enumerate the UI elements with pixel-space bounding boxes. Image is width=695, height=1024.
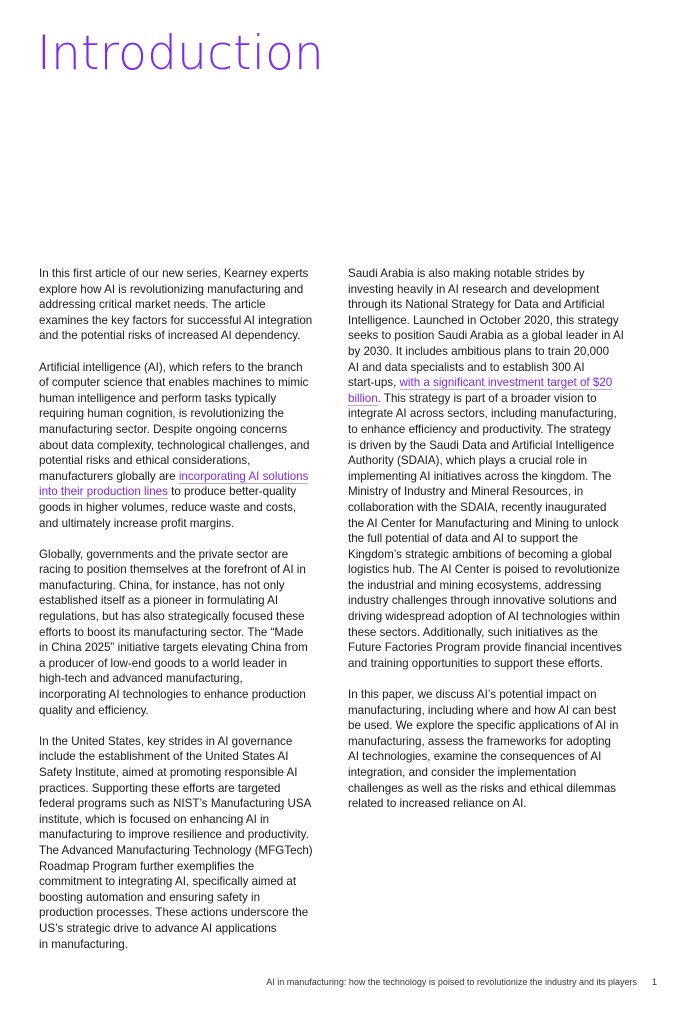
text-line: manufacturing to improve resilience and productivity. bbox=[39, 828, 309, 842]
text-line: include the establishment of the United States AI bbox=[39, 750, 289, 764]
footer-running-title: AI in manufacturing: how the technology is poised to revolutionize the industry and its players bbox=[266, 977, 637, 987]
text-line: manufacturing, assess the frameworks for adopting bbox=[348, 734, 611, 748]
text-line: Roadmap Program further exemplifies the bbox=[39, 859, 255, 873]
text-line: of computer science that enables machines to mimic bbox=[39, 376, 309, 390]
page-number: 1 bbox=[652, 977, 658, 987]
text-line: challenges as well as the risks and ethical dilemmas bbox=[348, 781, 617, 795]
paragraph bbox=[39, 734, 339, 952]
text-line: Artificial intelligence (AI), which refers to the branch bbox=[39, 360, 303, 374]
text-line: and training opportunities to support these efforts. bbox=[348, 656, 604, 670]
text-line: integration, and consider the implementation bbox=[348, 766, 577, 779]
text-line: practices. Supporting these efforts are targeted bbox=[39, 781, 281, 795]
text-line: racing to position themselves at the forefront of AI in bbox=[39, 563, 306, 577]
text-line bbox=[39, 484, 339, 500]
text-line: addressing critical market needs. The article bbox=[39, 298, 266, 312]
text-line: integrate AI across sectors, including manufacturing, bbox=[348, 407, 617, 421]
text-line bbox=[348, 391, 648, 407]
text-line: manufacturing, including where and how AI can best bbox=[348, 703, 617, 717]
text-line: examines the key factors for successful AI integration bbox=[39, 313, 313, 327]
text-line: explore how AI is revolutionizing manufacturing and bbox=[39, 282, 304, 296]
text-line: these sectors. Additionally, such initiatives as the bbox=[348, 625, 598, 639]
text-line: seeks to position Saudi Arabia as a global leader in AI bbox=[348, 329, 624, 343]
text-line: efforts to boost its manufacturing sector. The “Made bbox=[39, 625, 304, 639]
text-line: Safety Institute, aimed at promoting responsible AI bbox=[39, 766, 298, 779]
text-line: potential risks and ethical considerations, bbox=[39, 454, 251, 468]
text-line: Globally, governments and the private sector are bbox=[39, 547, 289, 561]
text-line: Saudi Arabia is also making notable strides by bbox=[348, 267, 585, 280]
text-segment: to produce better-quality bbox=[167, 485, 297, 499]
text-line: requiring human cognition, is revolutionizing the bbox=[39, 407, 284, 421]
text-line: manufacturing sector. Despite ongoing concerns bbox=[39, 422, 288, 436]
text-line: in manufacturing. bbox=[39, 937, 128, 951]
paragraph bbox=[348, 687, 648, 812]
text-line: a producer of low-end goods to a world leader in bbox=[39, 656, 288, 670]
text-line: to enhance efficiency and productivity. The strategy bbox=[348, 422, 611, 436]
text-line: driving widespread adoption of AI technologies within bbox=[348, 610, 620, 624]
text-line: the full potential of data and AI to support the bbox=[348, 532, 579, 546]
text-line: boosting automation and ensuring safety in bbox=[39, 890, 261, 904]
text-line: US’s strategic drive to advance AI applications bbox=[39, 921, 277, 935]
paragraph bbox=[39, 266, 339, 344]
text-line: in China 2025” initiative targets elevating China from bbox=[39, 641, 308, 655]
text-line: quality and efficiency. bbox=[39, 703, 149, 717]
text-line: logistics hub. The AI Center is poised to revolutionize bbox=[348, 563, 620, 577]
text-line: regulations, but has also strategically focused these bbox=[39, 610, 305, 624]
text-line: related to increased reliance on AI. bbox=[348, 797, 527, 811]
text-line: Authority (SDAIA), which plays a crucial role in bbox=[348, 454, 588, 468]
text-segment: manufacturers globally are bbox=[39, 469, 179, 483]
text-line: through its National Strategy for Data and Artificial bbox=[348, 298, 605, 312]
text-segment: start-ups, bbox=[348, 376, 400, 390]
text-line: In the United States, key strides in AI governance bbox=[39, 734, 293, 748]
text-line: goods in higher volumes, reduce waste and costs, bbox=[39, 500, 297, 514]
text-line: the AI Center for Manufacturing and Mining to unlock bbox=[348, 516, 619, 530]
left-column bbox=[39, 266, 339, 968]
text-segment: . This strategy is part of a broader vision to bbox=[377, 391, 597, 405]
inline-link[interactable]: billion bbox=[348, 391, 378, 405]
text-line: is driven by the Saudi Data and Artificial Intelligence bbox=[348, 438, 615, 452]
text-line: manufacturing. China, for instance, has not only bbox=[39, 578, 285, 592]
text-line: by 2030. It includes ambitious plans to train 20,000 bbox=[348, 344, 610, 358]
text-line: In this first article of our new series, Kearney experts bbox=[39, 267, 309, 280]
paragraph bbox=[39, 360, 339, 532]
text-line: collaboration with the SDAIA, recently inaugurated bbox=[348, 500, 607, 514]
text-line: commitment to integrating AI, specifically aimed at bbox=[39, 875, 297, 889]
inline-link[interactable]: incorporating AI solutions bbox=[178, 469, 309, 483]
text-line bbox=[39, 469, 339, 485]
text-line: the industrial and mining ecosystems, addressing bbox=[348, 578, 602, 592]
text-line: Intelligence. Launched in October 2020, this strategy bbox=[348, 313, 619, 327]
inline-link[interactable]: with a significant investment target of $20 bbox=[399, 376, 613, 390]
text-line: established itself as a pioneer in formulating AI bbox=[39, 594, 279, 608]
text-line: Ministry of Industry and Mineral Resources, in bbox=[348, 485, 584, 499]
text-line: and ultimately increase profit margins. bbox=[39, 516, 235, 530]
text-line bbox=[348, 375, 648, 391]
text-line: AI and data specialists and to establish 300 AI bbox=[348, 360, 585, 374]
text-line: and the potential risks of increased AI dependency. bbox=[39, 329, 301, 343]
text-line: investing heavily in AI research and development bbox=[348, 282, 600, 296]
text-line: human intelligence and perform tasks typically bbox=[39, 391, 277, 405]
text-line: Kingdom’s strategic ambitions of becoming a global bbox=[348, 547, 613, 561]
text-line: AI technologies, examine the consequences of AI bbox=[348, 750, 602, 764]
page-title: Introduction bbox=[37, 26, 325, 81]
text-line: Future Factories Program provide financial incentives bbox=[348, 641, 622, 655]
paragraph bbox=[348, 266, 648, 671]
text-line: high-tech and advanced manufacturing, bbox=[39, 672, 243, 686]
inline-link[interactable]: into their production lines bbox=[39, 485, 168, 499]
text-line: implementing AI initiatives across the kingdom. The bbox=[348, 469, 612, 483]
text-line: production processes. These actions underscore the bbox=[39, 906, 309, 920]
text-line: be used. We explore the specific applications of AI in bbox=[348, 719, 619, 733]
text-line: industry challenges through innovative solutions and bbox=[348, 594, 617, 608]
text-line: institute, which is focused on enhancing AI in bbox=[39, 812, 270, 826]
text-line: federal programs such as NIST’s Manufacturing USA bbox=[39, 797, 312, 811]
paragraph bbox=[39, 547, 339, 719]
text-line: incorporating AI technologies to enhance production bbox=[39, 688, 306, 702]
text-line: about data complexity, technological challenges, and bbox=[39, 438, 310, 452]
right-column bbox=[348, 266, 648, 827]
text-line: The Advanced Manufacturing Technology (MFGTech) bbox=[39, 843, 313, 857]
text-line: In this paper, we discuss AI’s potential impact on bbox=[348, 688, 597, 702]
